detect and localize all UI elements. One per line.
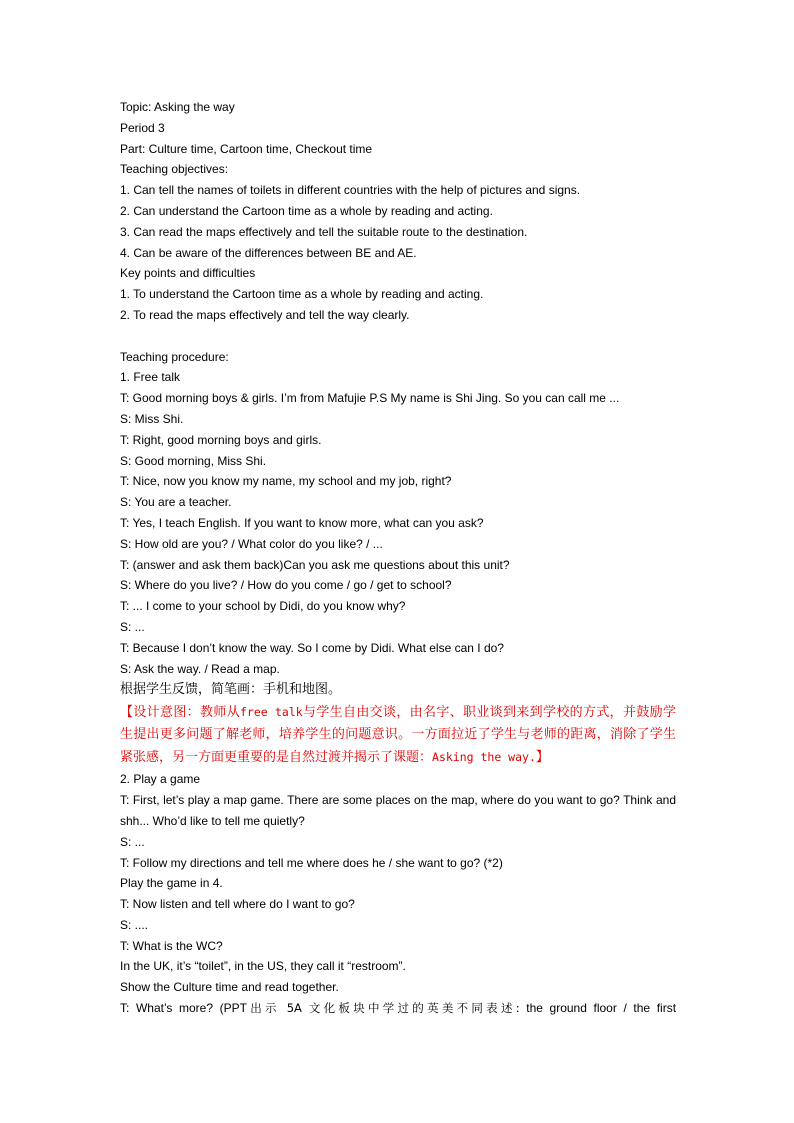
dialogue-line: T: What is the WC? [120,938,223,953]
design-note-part: 【设计意图：教师从 [120,705,240,721]
objective-item: 2. Can understand the Cartoon time as a whole by reading and acting. [120,203,493,218]
dialogue-line: Show the Culture time and read together. [120,980,339,995]
dialogue-line: T: Nice, now you know my name, my school and my job, right? [120,474,452,489]
dialogue-line: T: Yes, I teach English. If you want to know more, what can you ask? [120,515,484,530]
dialogue-line: S: How old are you? / What color do you like? / ... [120,536,383,551]
dialogue-line: T: Good morning boys & girls. I’m from Mafujie P.S My name is Shi Jing. So you can call me ... [120,391,620,406]
design-note-term: free talk [240,705,303,720]
last-line [120,998,676,1019]
key-points-heading: Key points and difficulties [120,266,256,281]
dialogue-line: S: .... [120,917,149,932]
sketch-note: 根据学生反馈，简笔画：手机和地图。 [120,682,342,698]
objectives-heading: Teaching objectives: [120,162,229,177]
dialogue-line: T: ... I come to your school by Didi, do you know why? [120,599,406,614]
dialogue-line: S: ... [120,834,145,849]
dialogue-line: T: Right, good morning boys and girls. [120,432,322,447]
objective-item: 4. Can be aware of the differences between BE and AE. [120,245,417,260]
objective-item: 1. Can tell the names of toilets in different countries with the help of pictures and signs. [120,183,581,198]
step-title: 1. Free talk [120,370,181,385]
design-note-title: Asking the way. [432,750,536,765]
period-line: Period 3 [120,120,165,135]
dialogue-line: S: You are a teacher. [120,495,232,510]
part-line: Part: Culture time, Cartoon time, Checkout time [120,141,373,156]
blank-line [120,326,676,347]
design-note-part: 与学生自由交谈，由名字、职业谈到来到学校的方式，并鼓励学生提出更多问题了解老师，培养学生的问题意识。一方面拉近了学生与老师的距离，消除了学生紧张感，另一方面更重要的是自然过渡并揭示了课题： [120,705,676,766]
dialogue-line: T: Follow my directions and tell me where does he / she want to go? (*2) [120,855,503,870]
step-title: 2. Play a game [120,772,201,787]
dialogue-line: S: Where do you live? / How do you come / go / get to school? [120,578,452,593]
procedure-heading: Teaching procedure: [120,349,229,364]
objective-item: 3. Can read the maps effectively and tell the suitable route to the destination. [120,224,528,239]
dialogue-line: S: Ask the way. / Read a map. [120,661,280,676]
dialogue-line: T: (answer and ask them back)Can you ask me questions about this unit? [120,557,510,572]
dialogue-line: In the UK, it’s “toilet”, in the US, they call it “restroom”. [120,959,406,974]
dialogue-line: T: Because I don’t know the way. So I come by Didi. What else can I do? [120,640,504,655]
last-line-cn: 出示 5A 文化板块中学过的英美不同表述: [246,1001,520,1016]
document-body [120,97,676,1019]
dialogue-line: T: Now listen and tell where do I want to go? [120,897,355,912]
dialogue-line: S: Good morning, Miss Shi. [120,453,267,468]
topic-line: Topic: Asking the way [120,100,235,114]
key-point-item: 1. To understand the Cartoon time as a whole by reading and acting. [120,287,484,302]
dialogue-line: Play the game in 4. [120,876,223,891]
last-line-end: the ground floor / the first [526,1001,677,1016]
design-intent-note [120,701,676,769]
last-line-start: T: What’s more? (PPT [120,1001,247,1016]
game-intro: T: First, let’s play a map game. There are some places on the map, where do you want to go? Think and shh... Who’d like to tell me quietly? [120,793,676,828]
key-point-item: 2. To read the maps effectively and tell the way clearly. [120,307,410,322]
dialogue-line: S: ... [120,619,145,634]
design-note-end: 】 [535,750,549,766]
dialogue-line: S: Miss Shi. [120,411,184,426]
